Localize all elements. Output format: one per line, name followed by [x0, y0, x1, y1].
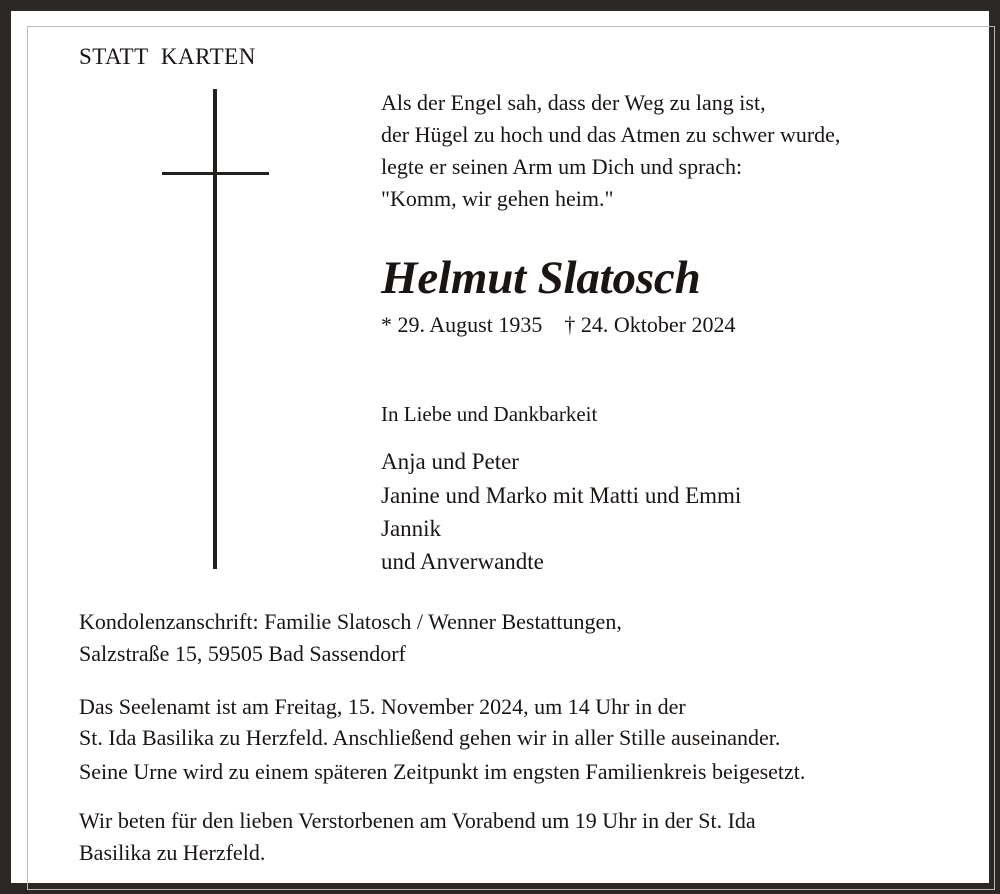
mourner-line-1: Anja und Peter — [381, 449, 519, 474]
service-line-2: St. Ida Basilika zu Herzfeld. Anschließend gehen wir in aller Stille auseinander. — [79, 725, 781, 750]
poem-line-3: legte er seinen Arm um Dich und sprach: — [381, 154, 743, 179]
life-dates — [381, 312, 735, 338]
prayer-line-2: Basilika zu Herzfeld. — [79, 840, 266, 865]
service-line-1: Das Seelenamt ist am Freitag, 15. November 2024, um 14 Uhr in der — [79, 694, 686, 719]
cross-horizontal-beam — [162, 172, 269, 175]
header-statt-karten — [79, 44, 256, 70]
header-word-statt: STATT — [79, 44, 149, 69]
header-word-karten: KARTEN — [160, 44, 256, 69]
deceased-name: Helmut Slatosch — [381, 252, 701, 304]
mourner-line-3: Jannik — [381, 516, 442, 541]
poem-line-4: "Komm, wir gehen heim." — [381, 186, 614, 211]
poem-line-2: der Hügel zu hoch und das Atmen zu schwer wurde, — [381, 122, 841, 147]
prayer-line-1: Wir beten für den lieben Verstorbenen am Vorabend um 19 Uhr in der St. Ida — [79, 808, 756, 833]
service-line-3: Seine Urne wird zu einem späteren Zeitpunkt im engsten Familienkreis beigesetzt. — [79, 759, 806, 784]
dedication-text: In Liebe und Dankbarkeit — [381, 402, 598, 426]
mourner-line-4: und Anverwandte — [381, 549, 544, 574]
poem-line-1: Als der Engel sah, dass der Weg zu lang ist, — [381, 90, 766, 115]
mourner-line-2: Janine und Marko mit Matti und Emmi — [381, 483, 742, 508]
condolence-line-1: Kondolenzanschrift: Familie Slatosch / Wenner Bestattungen, — [79, 609, 622, 634]
condolence-line-2: Salzstraße 15, 59505 Bad Sassendorf — [79, 641, 406, 666]
death-date: † 24. Oktober 2024 — [564, 312, 736, 337]
birth-date: * 29. August 1935 — [381, 312, 543, 337]
cross-vertical-beam — [213, 89, 217, 569]
